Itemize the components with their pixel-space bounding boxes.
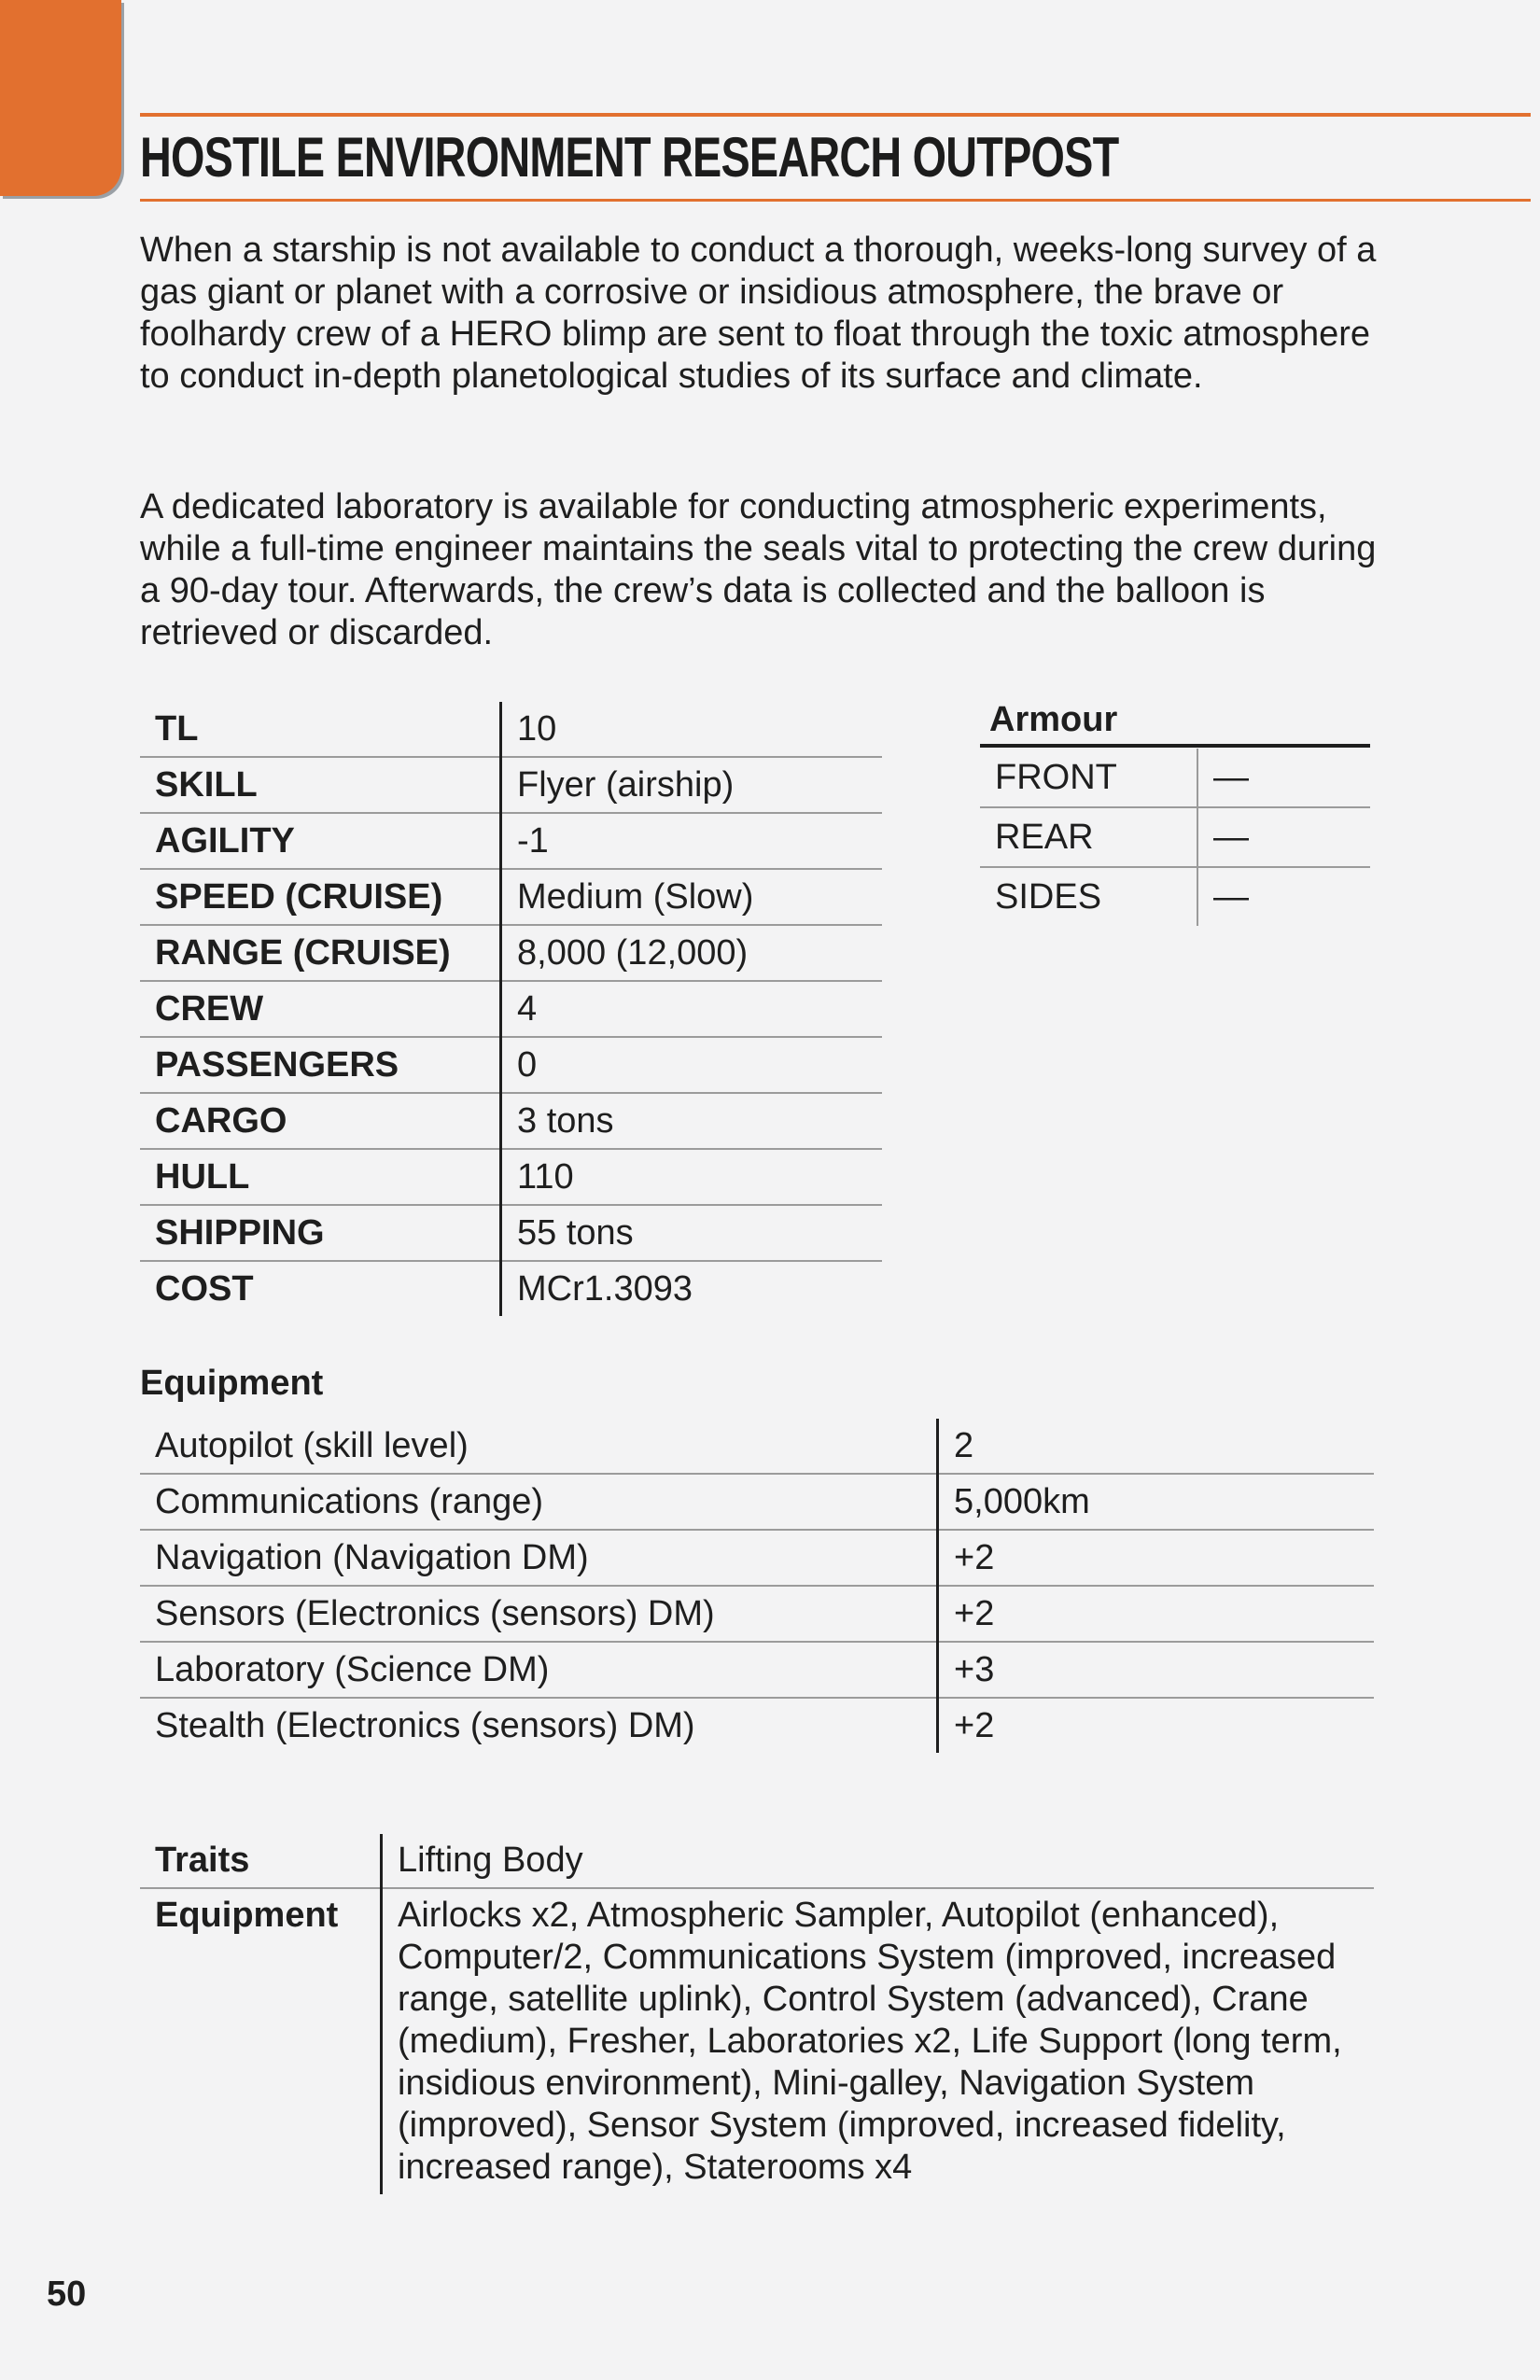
equipment-value: +3 (938, 1642, 1375, 1698)
table-row (140, 702, 882, 757)
title-rule-bottom (140, 199, 1531, 202)
stat-value: 10 (501, 702, 883, 757)
equipment-heading: Equipment (140, 1364, 324, 1403)
table-row (140, 1474, 1374, 1530)
traits-value: Airlocks x2, Atmospheric Sampler, Autopilot (enhanced), Computer/2, Communications System (improved, increased range, satellite uplink), Control System (advanced), Crane (medium), Fresher, Laboratories x2, Life Support (long term, insidious environment), Mini-galley, Navigation System (improved), Sensor System (improved, increased fidelity, increased range), Staterooms x4 (398, 1896, 1342, 2187)
equipment-label: Autopilot (skill level) (140, 1419, 938, 1474)
stat-label: HULL (140, 1149, 501, 1205)
stat-value: Flyer (airship) (501, 757, 883, 813)
table-row (140, 1642, 1374, 1698)
stat-label: CARGO (140, 1093, 501, 1149)
stat-value: MCr1.3093 (517, 1268, 693, 1309)
table-row (140, 1205, 882, 1261)
table-row (140, 869, 882, 925)
table-row (140, 1530, 1374, 1586)
stat-label: SPEED (CRUISE) (140, 869, 501, 925)
stat-value: 8,000 (12,000) (501, 925, 883, 981)
equipment-value: 5,000km (938, 1474, 1375, 1530)
stat-label: TL (140, 702, 501, 757)
traits-label: Traits (140, 1834, 382, 1888)
page-number: 50 (47, 2275, 87, 2314)
table-row (140, 757, 882, 813)
stat-label: SKILL (140, 757, 501, 813)
stat-value: 0 (501, 1037, 883, 1093)
page-title: HOSTILE ENVIRONMENT RESEARCH OUTPOST (140, 126, 1119, 189)
armour-value: — (1213, 876, 1249, 917)
stat-label: AGILITY (140, 813, 501, 869)
table-row (140, 1834, 1374, 1888)
table-row (140, 1261, 882, 1316)
stat-value: 110 (501, 1149, 883, 1205)
stat-value: 4 (501, 981, 883, 1037)
intro-paragraph: When a starship is not available to conduct a thorough, weeks-long survey of a gas giant or planet with a corrosive or insidious atmosphere, the brave or foolhardy crew of a HERO blimp are sent to float through the toxic atmosphere to conduct in-depth planetological studies of its surface and climate. (140, 231, 1377, 396)
armour-value: — (1197, 749, 1370, 807)
equipment-label: Communications (range) (140, 1474, 938, 1530)
table-row (140, 1037, 882, 1093)
armour-label: SIDES (980, 867, 1197, 926)
equipment-value: 2 (938, 1419, 1375, 1474)
table-row (980, 807, 1370, 867)
equipment-label: Sensors (Electronics (sensors) DM) (140, 1586, 938, 1642)
table-row (140, 981, 882, 1037)
table-row (140, 1586, 1374, 1642)
armour-heading: Armour (980, 695, 1370, 748)
page-corner-tab (0, 0, 121, 196)
title-rule-top (140, 113, 1531, 117)
table-row (140, 925, 882, 981)
equipment-label: Stealth (Electronics (sensors) DM) (140, 1698, 938, 1753)
equipment-value: +2 (938, 1530, 1375, 1586)
table-row (140, 1698, 1374, 1753)
stat-label: RANGE (CRUISE) (140, 925, 501, 981)
table-row (140, 1888, 1374, 2194)
traits-table (140, 1834, 1374, 2194)
equipment-table (140, 1419, 1374, 1753)
stat-label: PASSENGERS (140, 1037, 501, 1093)
equipment-value: +2 (938, 1586, 1375, 1642)
table-row (140, 1149, 882, 1205)
stat-value: -1 (501, 813, 883, 869)
traits-label: Equipment (140, 1888, 382, 2194)
equipment-label: Navigation (Navigation DM) (140, 1530, 938, 1586)
armour-label: FRONT (980, 749, 1197, 807)
table-row (140, 813, 882, 869)
lab-paragraph: A dedicated laboratory is available for conducting atmospheric experiments, while a full-time engineer maintains the seals vital to protecting the crew during a 90-day tour. Afterwards, the crew’s data is collected and the balloon is retrieved or discarded. (140, 487, 1377, 652)
stat-label: SHIPPING (140, 1205, 501, 1261)
equipment-value: +2 (954, 1705, 995, 1745)
equipment-label: Laboratory (Science DM) (140, 1642, 938, 1698)
table-row (140, 1419, 1374, 1474)
table-row (980, 749, 1370, 807)
table-row (140, 1093, 882, 1149)
stats-table (140, 702, 882, 1316)
armour-label: REAR (980, 807, 1197, 867)
stat-label: CREW (140, 981, 501, 1037)
stat-value: 3 tons (501, 1093, 883, 1149)
stat-value: 55 tons (501, 1205, 883, 1261)
traits-value: Lifting Body (382, 1834, 1375, 1888)
stat-value: Medium (Slow) (501, 869, 883, 925)
armour-value: — (1197, 807, 1370, 867)
armour-table (980, 749, 1370, 926)
stat-label: COST (140, 1261, 501, 1316)
table-row (980, 867, 1370, 926)
